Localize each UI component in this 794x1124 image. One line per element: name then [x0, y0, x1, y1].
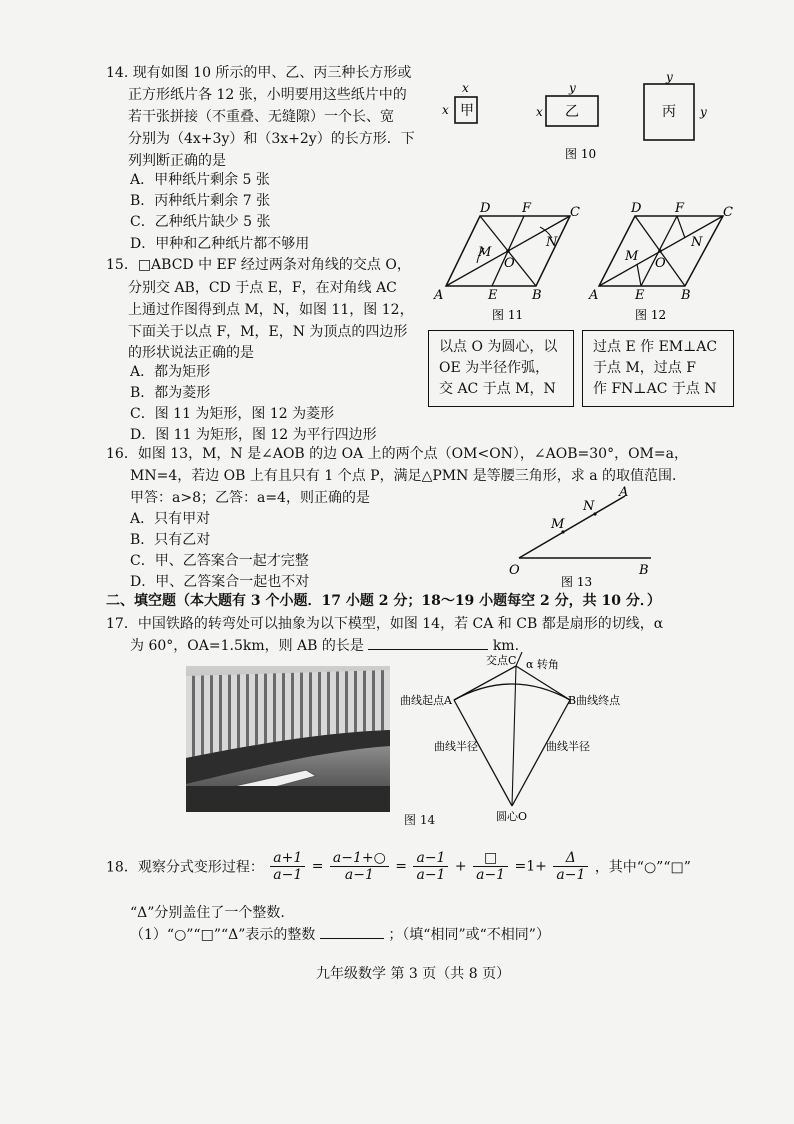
q16-option-d: D．甲、乙答案合一起也不对: [130, 574, 310, 590]
figure-12: [585, 200, 745, 324]
railway-photo: [186, 666, 390, 812]
note1-line-3: 交 AC 于点 M，N: [439, 381, 556, 397]
fig11-caption: 图 11: [492, 308, 524, 322]
q17-line-1: 17．中国铁路的转弯处可以抽象为以下模型，如图 14，若 CA 和 CB 都是扇形的切线，α: [106, 616, 664, 632]
q15-line-5: 的形状说法正确的是: [128, 345, 254, 361]
q18-frac-4: $\frac{□}{a-1}$: [473, 850, 508, 883]
q18-eq-3: =1+: [514, 858, 547, 875]
q14-line-1: 14. 现有如图 10 所示的甲、乙、丙三种长方形或: [106, 65, 412, 81]
q15-line-4: 下面关于以点 F，M，E，N 为顶点的四边形: [128, 324, 408, 340]
note1-line-1: 以点 O 为圆心，以: [439, 339, 558, 355]
q16-line-1: 16．如图 13，M，N 是∠AOB 的边 OA 上的两个点（OM<ON），∠AOB=30°，OM=a，: [106, 446, 688, 462]
q18-frac-5: $\frac{\Delta}{a-1}$: [553, 850, 588, 883]
q18-tail: ，其中“○”“□”: [594, 859, 691, 876]
q15-line-3: 上通过作图得到点 M，N，如图 11，图 12，: [128, 302, 414, 318]
q14-option-b: B．丙种纸片剩余 7 张: [130, 193, 271, 209]
fig14-label-start: 曲线起点A: [400, 694, 452, 707]
fig12-caption: 图 12: [635, 308, 667, 322]
q18-frac-1: $\frac{a+1}{a-1}$: [270, 850, 305, 883]
q14-option-c: C．乙种纸片缺少 5 张: [130, 214, 271, 230]
note2-line-3: 作 FN⊥AC 于点 N: [593, 381, 717, 397]
fig11-label-b: B: [532, 288, 542, 303]
fig12-label-n: N: [691, 235, 703, 250]
q18-sub-1-text: （1）“○”“□”“Δ”表示的整数: [130, 927, 316, 943]
fig14-label-center: 圆心O: [496, 810, 528, 823]
fig10-caption: 图 10: [565, 147, 597, 161]
fig13-label-b: B: [639, 563, 649, 578]
fig14-label-radius-right: 曲线半径: [546, 740, 590, 753]
q18-sub-1-hint: ；（填“相同”或“不相同”）: [388, 927, 550, 943]
q18-plus: +: [454, 858, 467, 875]
fig14-label-end: B曲线终点: [568, 694, 621, 707]
q16-line-2: MN=4，若边 OB 上有且只有 1 个点 P，满足△PMN 是等腰三角形，求 a 的取值范围．: [130, 468, 687, 484]
q18-line-2: “Δ”分别盖住了一个整数.: [130, 905, 285, 921]
q14-option-a: A．甲种纸片剩余 5 张: [130, 172, 270, 188]
fig13-caption: 图 13: [561, 575, 593, 589]
fig13-label-o: O: [509, 563, 520, 578]
fig11-label-a: A: [434, 288, 444, 303]
q15-line-1: 15．□ABCD 中 EF 经过两条对角线的交点 O，: [106, 257, 411, 273]
fig11-label-m: M: [478, 245, 492, 260]
note2-line-2: 于点 M，过点 F: [593, 360, 696, 376]
yi-label: 乙: [565, 104, 579, 120]
q17-answer-blank[interactable]: [368, 637, 488, 650]
fig13-label-a: A: [619, 486, 629, 500]
fig14-label-turn-angle: α 转角: [526, 658, 559, 671]
q14-line-4: 分别为（4x+3y）和（3x+2y）的长方形．下: [128, 131, 415, 147]
bing-top-y: y: [666, 74, 673, 84]
fig12-label-m: M: [625, 249, 639, 264]
jia-left-x: x: [442, 103, 449, 117]
q15-option-a: A．都为矩形: [130, 364, 211, 380]
fig12-label-o: O: [655, 256, 666, 271]
q18-frac-2: $\frac{a-1+○}{a-1}$: [330, 850, 389, 883]
q15-option-b: B．都为菱形: [130, 385, 211, 401]
fig12-label-d: D: [631, 201, 642, 216]
yi-top-y: y: [569, 81, 576, 95]
fig13-label-n: N: [583, 499, 595, 514]
fig11-label-n: N: [546, 235, 558, 250]
q15-option-c: C．图 11 为矩形，图 12 为菱形: [130, 406, 335, 422]
q14-option-d: D．甲种和乙种纸片都不够用: [130, 236, 310, 252]
q18-label: 18．观察分式变形过程：: [106, 859, 264, 876]
q14-line-2: 正方形纸片各 12 张，小明要用这些纸片中的: [128, 87, 407, 103]
jia-label: 甲: [460, 103, 474, 119]
q16-line-3: 甲答：a>8；乙答：a=4，则正确的是: [130, 490, 370, 506]
fig13-label-m: M: [551, 517, 565, 532]
fig12-label-a: A: [589, 288, 599, 303]
figure-14-diagram: [400, 652, 632, 824]
q15-line-2: 分别交 AB，CD 于点 E，F，在对角线 AC: [128, 280, 397, 296]
yi-left-x: x: [536, 105, 543, 119]
q18-answer-blank[interactable]: [320, 926, 384, 939]
bing-label: 丙: [662, 104, 676, 120]
note2-line-1: 过点 E 作 EM⊥AC: [593, 339, 718, 355]
q17-line-2-text: 为 60°，OA=1.5km，则 AB 的长是: [130, 638, 364, 654]
q18-formula-line: [106, 850, 691, 883]
q18-eq-1: =: [311, 858, 324, 875]
q14-line-3: 若干张拼接（不重叠、无缝隙）一个长、宽: [128, 109, 394, 125]
fig11-label-o: O: [504, 256, 515, 271]
railway-photo-drawing: [186, 666, 390, 812]
figure-10: [436, 74, 726, 166]
fig11-label-c: C: [570, 205, 580, 220]
fig14-label-intersection: 交点C: [486, 654, 517, 667]
jia-top-x: x: [462, 81, 469, 95]
q16-option-c: C．甲、乙答案合一起才完整: [130, 553, 309, 569]
q18-sub-1: [130, 925, 550, 945]
fig12-label-c: C: [723, 205, 733, 220]
q16-option-a: A．只有甲对: [130, 511, 211, 527]
fig11-label-d: D: [480, 201, 491, 216]
fig12-label-f: F: [675, 201, 685, 216]
q16-option-b: B．只有乙对: [130, 532, 211, 548]
fig12-label-e: E: [635, 288, 645, 303]
fig11-label-e: E: [488, 288, 498, 303]
q15-option-d: D．图 11 为矩形，图 12 为平行四边形: [130, 427, 377, 443]
fig12-label-b: B: [681, 288, 691, 303]
fig11-label-f: F: [522, 201, 532, 216]
page-footer: 九年级数学 第 3 页（共 8 页）: [316, 966, 511, 982]
construction-note-2: [582, 330, 734, 407]
q18-frac-3: $\frac{a-1}{a-1}$: [413, 850, 448, 883]
fig14-label-radius-left: 曲线半径: [434, 740, 478, 753]
construction-note-1: [428, 330, 574, 407]
q14-line-5: 列判断正确的是: [128, 153, 226, 169]
q18-eq-2: =: [395, 858, 408, 875]
q17-unit: km.: [492, 638, 520, 654]
fig14-caption: 图 14: [404, 813, 436, 827]
section-2-heading: 二、填空题（本大题有 3 个小题．17 小题 2 分；18～19 小题每空 2 分，共 10 分．）: [106, 593, 661, 609]
bing-right-y: y: [700, 105, 707, 119]
note1-line-2: OE 为半径作弧，: [439, 360, 550, 376]
figure-13: [505, 486, 665, 592]
figure-11: [432, 200, 582, 324]
